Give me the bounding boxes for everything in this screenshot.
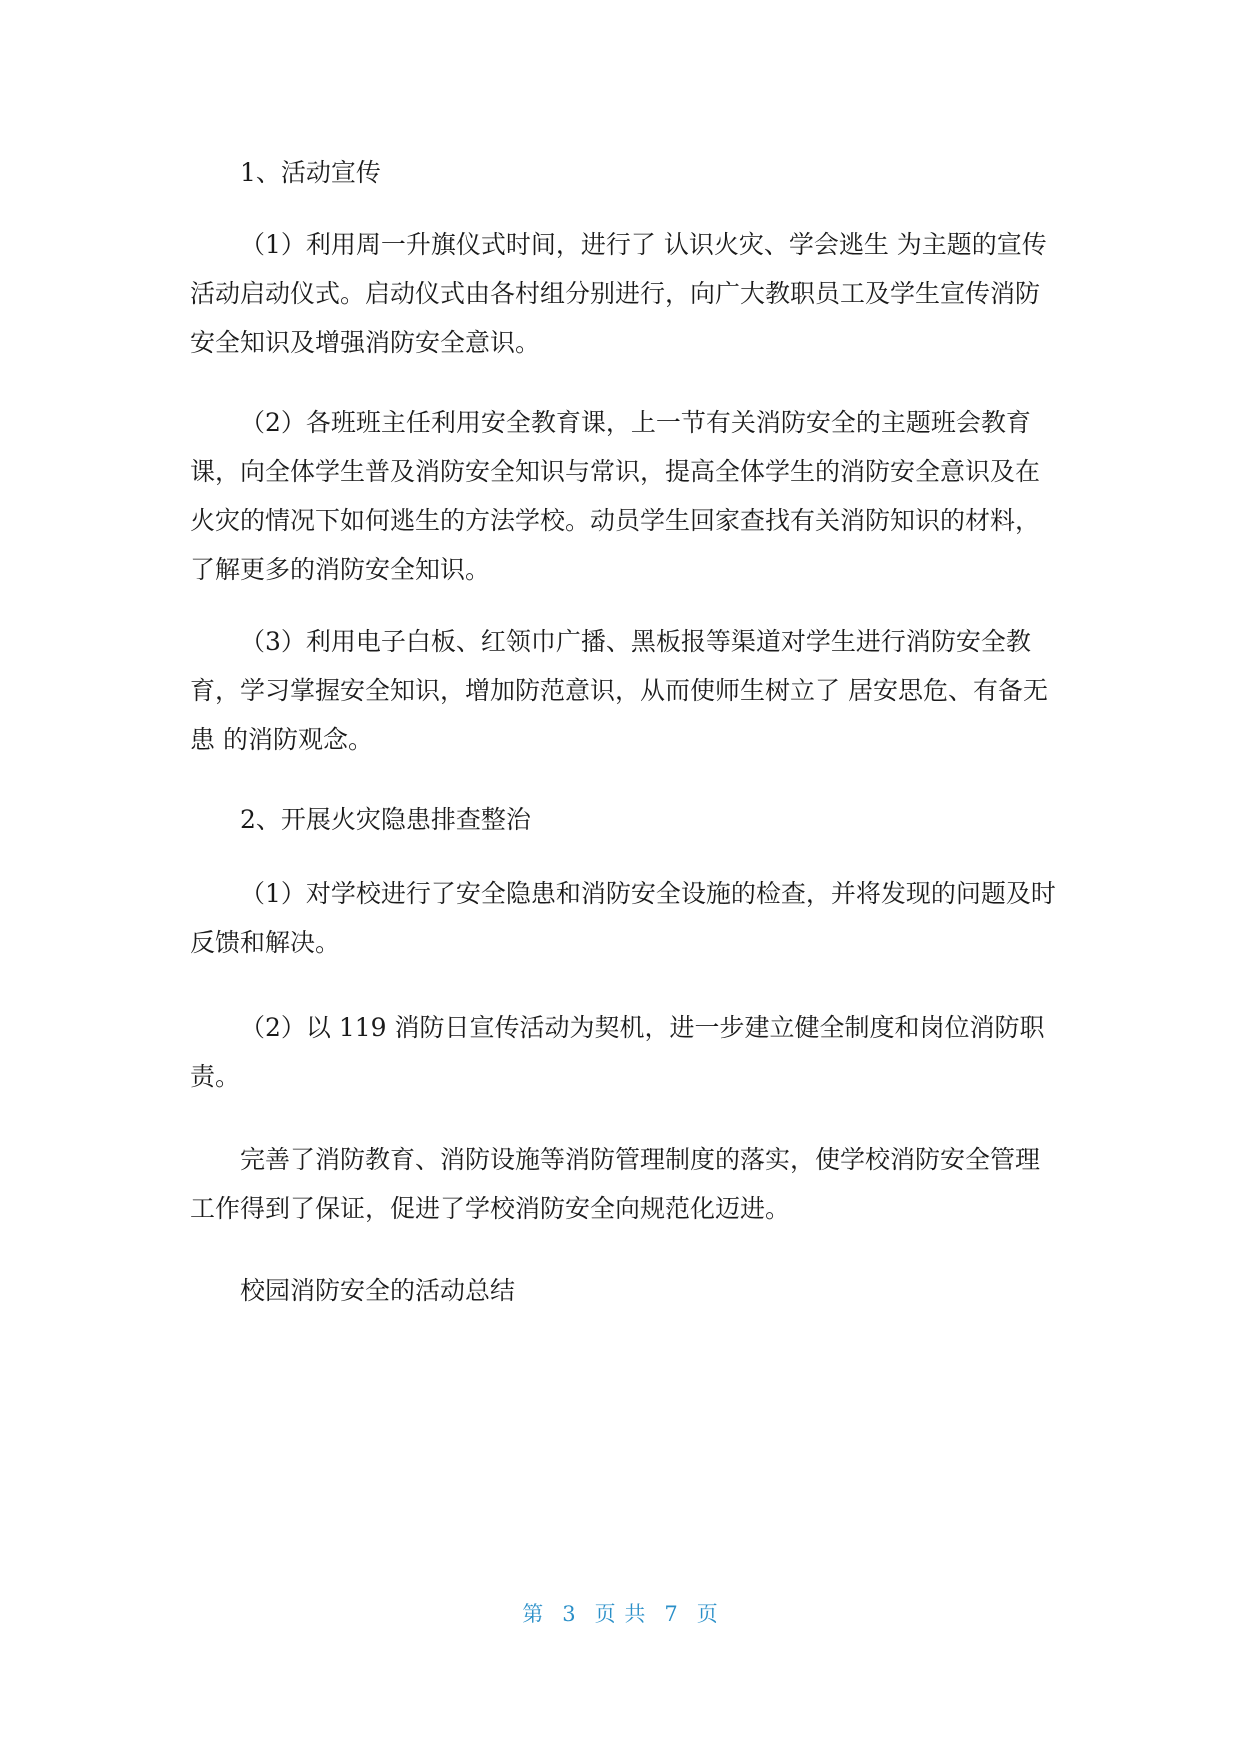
paragraph-flag-ceremony: （1）利用周一升旗仪式时间，进行了 认识火灾、学会逃生 为主题的宣传活动启动仪式。启动仪式由各村组分别进行，向广大教职员工及学生宣传消防安全知识及增强消防安全意识。 bbox=[190, 230, 1047, 357]
footer-prefix: 第 bbox=[522, 1602, 545, 1626]
paragraph-class-meeting: （2）各班班主任利用安全教育课，上一节有关消防安全的主题班会教育课，向全体学生普及消防安全知识与常识，提高全体学生的消防安全意识及在火灾的情况下如何逃生的方法学校。动员学生回家查找有关消防知识的材料，了解更多的消防安全知识。 bbox=[190, 408, 1041, 584]
footer-total-pages: 7 bbox=[664, 1602, 679, 1626]
page-number-footer bbox=[0, 1598, 1241, 1628]
section-heading-activity-promotion: 1、活动宣传 bbox=[240, 158, 381, 187]
paragraph-safety-inspection: （1）对学校进行了安全隐患和消防安全设施的检查，并将发现的问题及时反馈和解决。 bbox=[190, 879, 1056, 957]
paragraph-summary: 完善了消防教育、消防设施等消防管理制度的落实，使学校消防安全管理工作得到了保证，促进了学校消防安全向规范化迈进。 bbox=[190, 1145, 1041, 1223]
footer-middle: 页 共 bbox=[594, 1602, 647, 1626]
paragraph-fire-day: （2）以 119 消防日宣传活动为契机，进一步建立健全制度和岗位消防职责。 bbox=[190, 1013, 1045, 1091]
paragraph-media-channels: （3）利用电子白板、红领巾广播、黑板报等渠道对学生进行消防安全教育，学习掌握安全知识，增加防范意识，从而使师生树立了 居安思危、有备无患 的消防观念。 bbox=[190, 627, 1048, 754]
footer-suffix: 页 bbox=[696, 1602, 719, 1626]
section-heading-hazard-inspection: 2、开展火灾隐患排查整治 bbox=[240, 805, 531, 834]
document-subtitle: 校园消防安全的活动总结 bbox=[240, 1276, 516, 1305]
footer-current-page: 3 bbox=[562, 1602, 577, 1626]
